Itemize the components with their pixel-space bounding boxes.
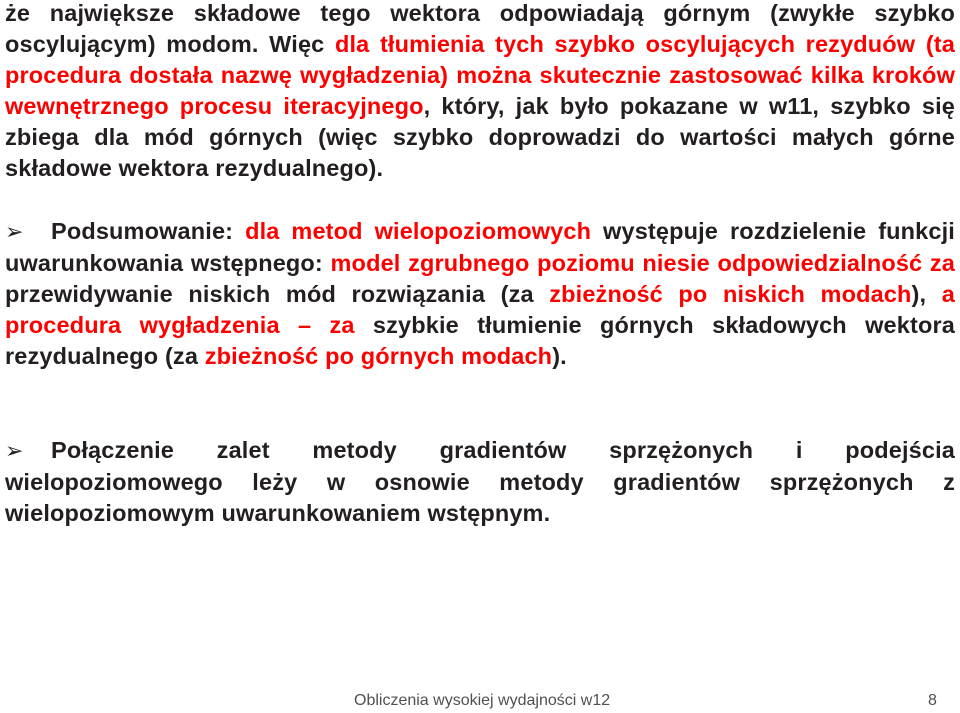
p1-highlight: dla tłumienia tych szybko oscylujących rezyduów (ta procedura dostała nazwę wygładzenia) można skutecznie zastosować kilka kroków wewnętrznego procesu iteracyjnego <box>5 31 955 119</box>
p2-highlight-2: model zgrubnego poziomu niesie odpowiedzialność za <box>330 250 956 276</box>
p2-highlight-1: dla metod wielopoziomowych <box>245 218 592 244</box>
p2-highlight-5: zbieżność po górnych modach <box>204 343 553 369</box>
page-number: 8 <box>928 692 937 709</box>
bullet-arrow-icon: ➢ <box>5 220 24 245</box>
p2-highlight-3: zbieżność po niskich modach <box>549 281 912 307</box>
paragraph-smoothing <box>5 0 955 184</box>
p2-text-4: ), <box>911 281 942 307</box>
footer-title: Obliczenia wysokiej wydajności w12 <box>354 692 611 709</box>
bullet-arrow-icon-2: ➢ <box>5 439 24 464</box>
paragraph-conclusion <box>5 435 955 529</box>
p1-text-1: że największe składowe tego wektora odpowiadają górnym (zwykłe szybko oscylującym) modom. Więc <box>5 0 955 57</box>
p2-text-6: ). <box>552 343 567 369</box>
p2-text-1: Podsumowanie: <box>51 218 246 244</box>
p2-text-3: przewidywanie niskich mód rozwiązania (za <box>5 281 550 307</box>
p2-text-5: szybkie tłumienie górnych składowych wektora rezydualnego (za <box>5 312 955 369</box>
p3-text: Połączenie zalet metody gradientów sprzężonych i podejścia wielopoziomowego leży w osnowie metody gradientów sprzężonych z wielopoziomowym uwarunkowaniem wstępnym. <box>5 437 955 526</box>
p2-highlight-4: a procedura wygładzenia – za <box>5 281 955 338</box>
p1-text-2: , który, jak było pokazane w w11, szybko się zbiega dla mód górnych (więc szybko doprowadzi do wartości małych górne składowe wektora rezydualnego). <box>5 93 955 181</box>
p2-text-2: występuje rozdzielenie funkcji uwarunkowania wstępnego: <box>5 218 955 276</box>
paragraph-summary <box>5 216 955 372</box>
